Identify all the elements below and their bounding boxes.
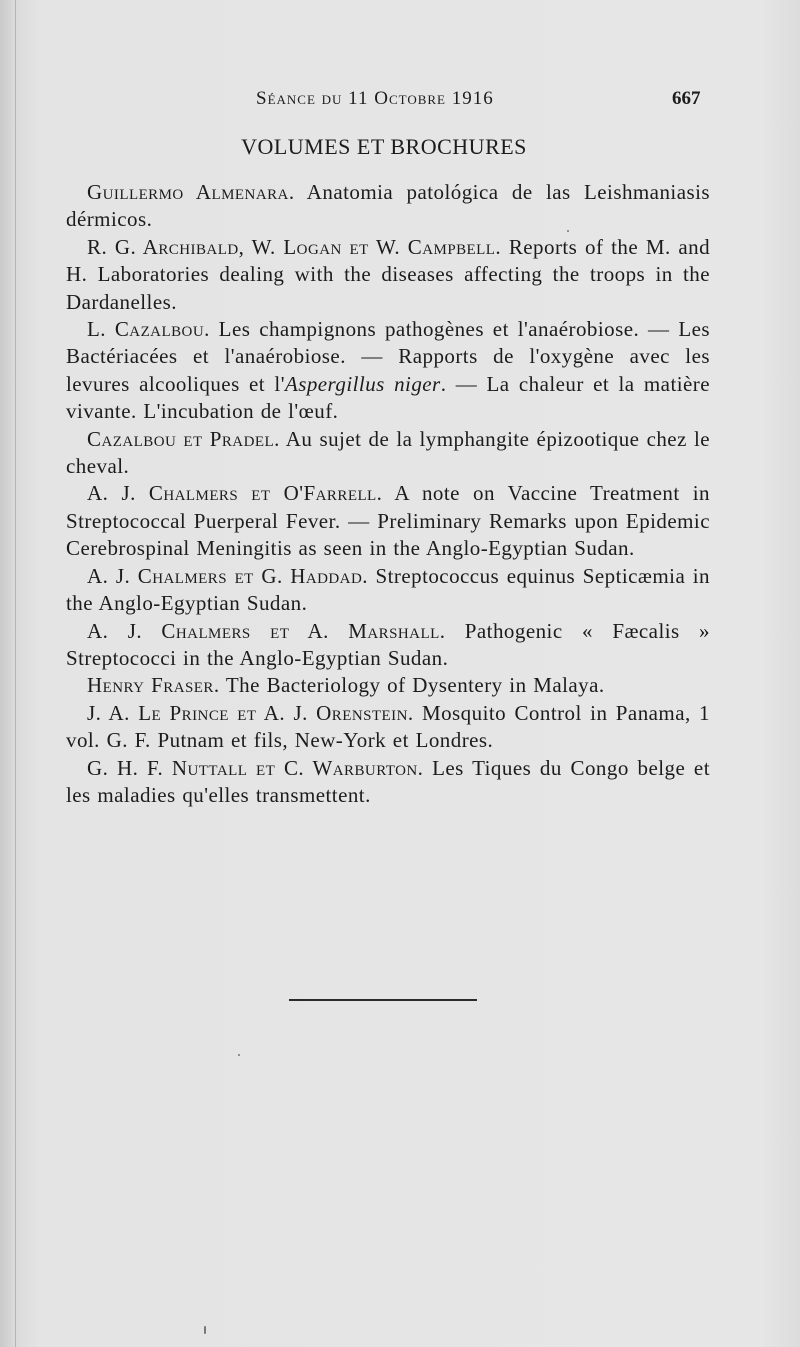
section-title: VOLUMES ET BROCHURES — [241, 134, 527, 159]
entry-title: Au sujet de la lymphangite épizootique chez le cheval. — [66, 426, 711, 479]
bibliography-entry-cazalbou — [66, 316, 710, 426]
entry-title: Pathogenic « Fæcalis » Streptococci in the Anglo-Egyptian Sudan. — [66, 618, 710, 670]
bibliography-entry-le-prince — [66, 700, 710, 755]
entry-title: Streptococcus equinus Septicæmia in the Anglo-Egyptian Sudan. — [66, 563, 710, 616]
bibliography-entry-archibald — [66, 234, 710, 316]
page-number: 667 — [672, 88, 701, 109]
bibliography-entry-almenara — [66, 179, 710, 234]
entry-author: A. J. Chalmers et O'Farrell. — [87, 481, 383, 506]
entry-title-italic: Aspergillus niger — [284, 371, 441, 396]
bibliography-entry-fraser — [66, 672, 710, 699]
entry-title: A note on Vaccine Treatment in Streptococcal Puerperal Fever. — Preliminary Remarks upon Epidemic Cerebrospinal Meningitis as seen in the Anglo-Egyptian Sudan. — [66, 481, 710, 561]
running-head — [0, 88, 800, 118]
closing-rule — [289, 999, 477, 1001]
bibliography-entry-chalmers-marshall — [66, 618, 710, 673]
page-gutter-edge — [15, 0, 16, 1347]
entry-title-continued: . — La chaleur et la matière vivante. L'incubation de l'œuf. — [66, 371, 710, 424]
bibliography-entry-chalmers-haddad — [66, 563, 710, 618]
entry-title: Reports of the M. and H. Laboratories dealing with the diseases affecting the troops in the Dardanelles. — [66, 234, 711, 314]
running-head-title: Séance du 11 Octobre 1916 — [256, 88, 494, 109]
entry-author: J. A. Le Prince et A. J. Orenstein. — [87, 700, 414, 725]
entry-author: A. J. Chalmers et A. Marshall. — [87, 618, 446, 643]
bibliography-entry-cazalbou-pradel — [66, 426, 710, 481]
bibliography-entry-nuttall — [66, 755, 710, 810]
paper-speck — [238, 1054, 240, 1056]
bibliography-entry-chalmers-ofarrell — [66, 480, 710, 562]
paper-speck — [204, 1326, 206, 1334]
entry-author: G. H. F. Nuttall et C. Warburton. — [87, 755, 424, 780]
entry-title: Anatomia patológica de las Leishmaniasis dérmicos. — [66, 180, 710, 232]
entry-author: Guillermo Almenara. — [87, 180, 295, 204]
entry-title: The Bacteriology of Dysentery in Malaya. — [225, 673, 605, 698]
entry-author: L. Cazalbou. — [87, 317, 210, 342]
entry-author: Cazalbou et Pradel. — [87, 426, 280, 451]
entry-author: Henry Fraser. — [87, 673, 220, 698]
bibliography-list — [66, 179, 710, 809]
entry-title: Mosquito Control in Panama, 1 vol. G. F. Putnam et fils, New-York et Londres. — [66, 700, 711, 753]
entry-title: Les champignons pathogènes et l'anaérobiose. — Les Bactériacées et l'anaérobiose. — Rapports de l'oxygène avec les levures alcooliques et l' — [66, 317, 710, 396]
paper-speck — [567, 230, 569, 232]
entry-title: Les Tiques du Congo belge et les maladies qu'elles transmettent. — [66, 755, 710, 807]
entry-author: R. G. Archibald, W. Logan et W. Campbell. — [87, 234, 502, 259]
entry-author: A. J. Chalmers et G. Haddad. — [87, 563, 368, 588]
